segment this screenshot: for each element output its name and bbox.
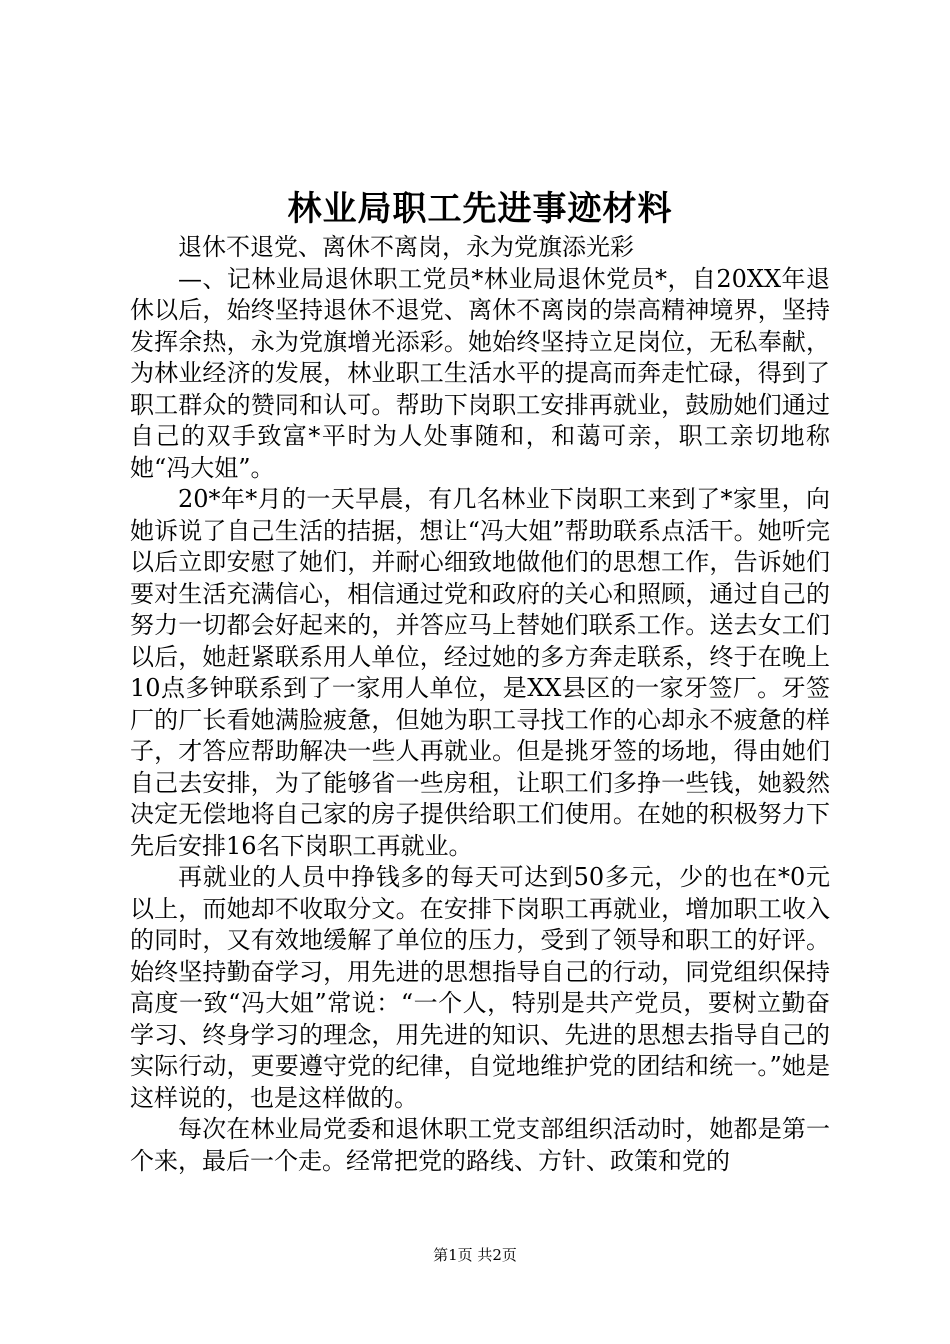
body-paragraph: —、记林业局退休职工党员*林业局退休党员*，自20XX年退休以后，始终坚持退休不退党、离休不离岗的崇高精神境界，坚持发挥余热，永为党旗增光添彩。她始终坚持立足岗位，无私奉献，为林业经济的发展，林业职工生活水平的提高而奔走忙碌，得到了职工群众的赞同和认可。帮助下岗职工安排再就业，鼓励她们通过自己的双手致富*平时为人处事随和，和蔼可亲，职工亲切地称她“冯大姐”。 <box>130 264 830 482</box>
body-paragraph: 再就业的人员中挣钱多的每天可达到50多元，少的也在*0元以上，而她却不收取分文。在安排下岗职工再就业，增加职工收入的同时，又有效地缓解了单位的压力，受到了领导和职工的好评。始终坚持勤奋学习，用先进的思想指导自己的行动，同党组织保持高度一致“冯大姐”常说：“一个人，特别是共产党员，要树立勤奋学习、终身学习的理念，用先进的知识、先进的思想去指导自己的实际行动，更要遵守党的纪律，自觉地维护党的团结和统一。”她是这样说的，也是这样做的。 <box>130 863 830 1112</box>
body-paragraph: 20*年*月的一天早晨，有几名林业下岗职工来到了*家里，向她诉说了自己生活的拮据，想让“冯大姐”帮助联系点活干。她听完以后立即安慰了她们，并耐心细致地做他们的思想工作，告诉她们要对生活充满信心，相信通过党和政府的关心和照顾，通过自己的努力一切都会好起来的，并答应马上替她们联系工作。送去女工们以后，她赶紧联系用人单位，经过她的多方奔走联系，终于在晚上10点多钟联系到了一家用人单位，是XX县区的一家牙签厂。牙签厂的厂长看她满脸疲惫，但她为职工寻找工作的心却永不疲惫的样子，才答应帮助解决一些人再就业。但是挑牙签的场地，得由她们自己去安排，为了能够省一些房租，让职工们多挣一些钱，她毅然决定无偿地将自己家的房子提供给职工们使用。在她的积极努力下先后安排16名下岗职工再就业。 <box>130 485 830 860</box>
page-number-footer: 第1页 共2页 <box>433 1246 517 1264</box>
body-paragraph: 每次在林业局党委和退休职工党支部组织活动时，她都是第一个来，最后一个走。经常把党的路线、方针、政策和党的 <box>130 1115 830 1175</box>
document-body <box>130 232 830 1177</box>
document-title: 林业局职工先进事迹材料 <box>287 189 673 229</box>
subtitle-paragraph: 退休不退党、离休不离岗，永为党旗添光彩 <box>178 233 634 261</box>
